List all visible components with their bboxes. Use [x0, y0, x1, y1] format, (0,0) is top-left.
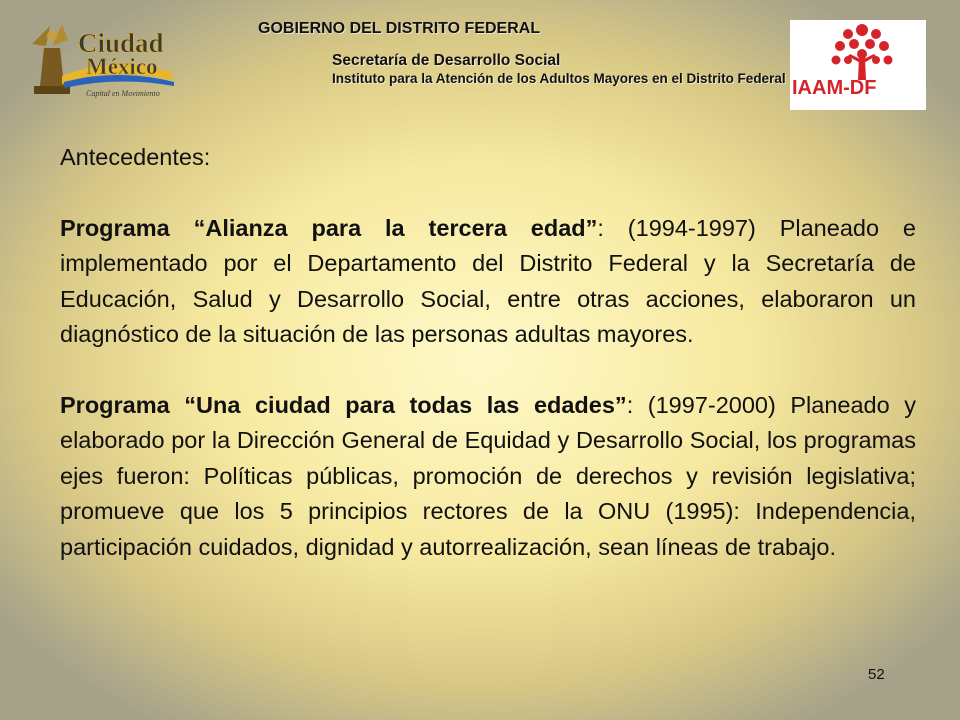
program-body-1: : (1994-1997) Planeado e implementado por el Departamento del Distrito Federal y la Secretaría de Educación, Salud y Desarrollo Social, entre otras acciones, elaboraron un diagnóstico de la situación de las personas adultas mayores.: [60, 214, 916, 347]
institute-title: Instituto para la Atención de los Adultos Mayores en el Distrito Federal: [332, 71, 786, 86]
program-paragraph-2: [60, 388, 916, 566]
main-content: [60, 140, 916, 600]
logo-line2: México: [86, 54, 158, 79]
program-body-2: : (1997-2000) Planeado y elaborado por la Dirección General de Equidad y Desarrollo Social, los programas ejes fueron: Políticas públicas, promoción de derechos y revisión legislativa; promueve que los 5 principios rectores de la ONU (1995): Independencia, participación cuidados, dignidad y autorrealización, sean líneas de trabajo.: [60, 391, 916, 560]
iaam-df-text: IAAM-DF: [792, 77, 877, 99]
program-title-1: Programa “Alianza para la tercera edad”: [60, 214, 598, 241]
ciudad-de-mexico-logo: [22, 16, 182, 100]
section-heading: Antecedentes:: [60, 144, 211, 170]
page-number: 52: [868, 666, 885, 683]
program-paragraph-1: [60, 211, 916, 353]
logo-line1: Ciudad: [78, 28, 164, 58]
secretariat-title: Secretaría de Desarrollo Social: [332, 52, 561, 69]
program-title-2: Programa “Una ciudad para todas las edades”: [60, 391, 627, 418]
organization-title: GOBIERNO DEL DISTRITO FEDERAL: [258, 20, 541, 37]
iaam-df-logo: [790, 20, 926, 110]
logo-tagline: Capital en Movimiento: [86, 89, 160, 98]
tree-icon: [790, 20, 926, 110]
